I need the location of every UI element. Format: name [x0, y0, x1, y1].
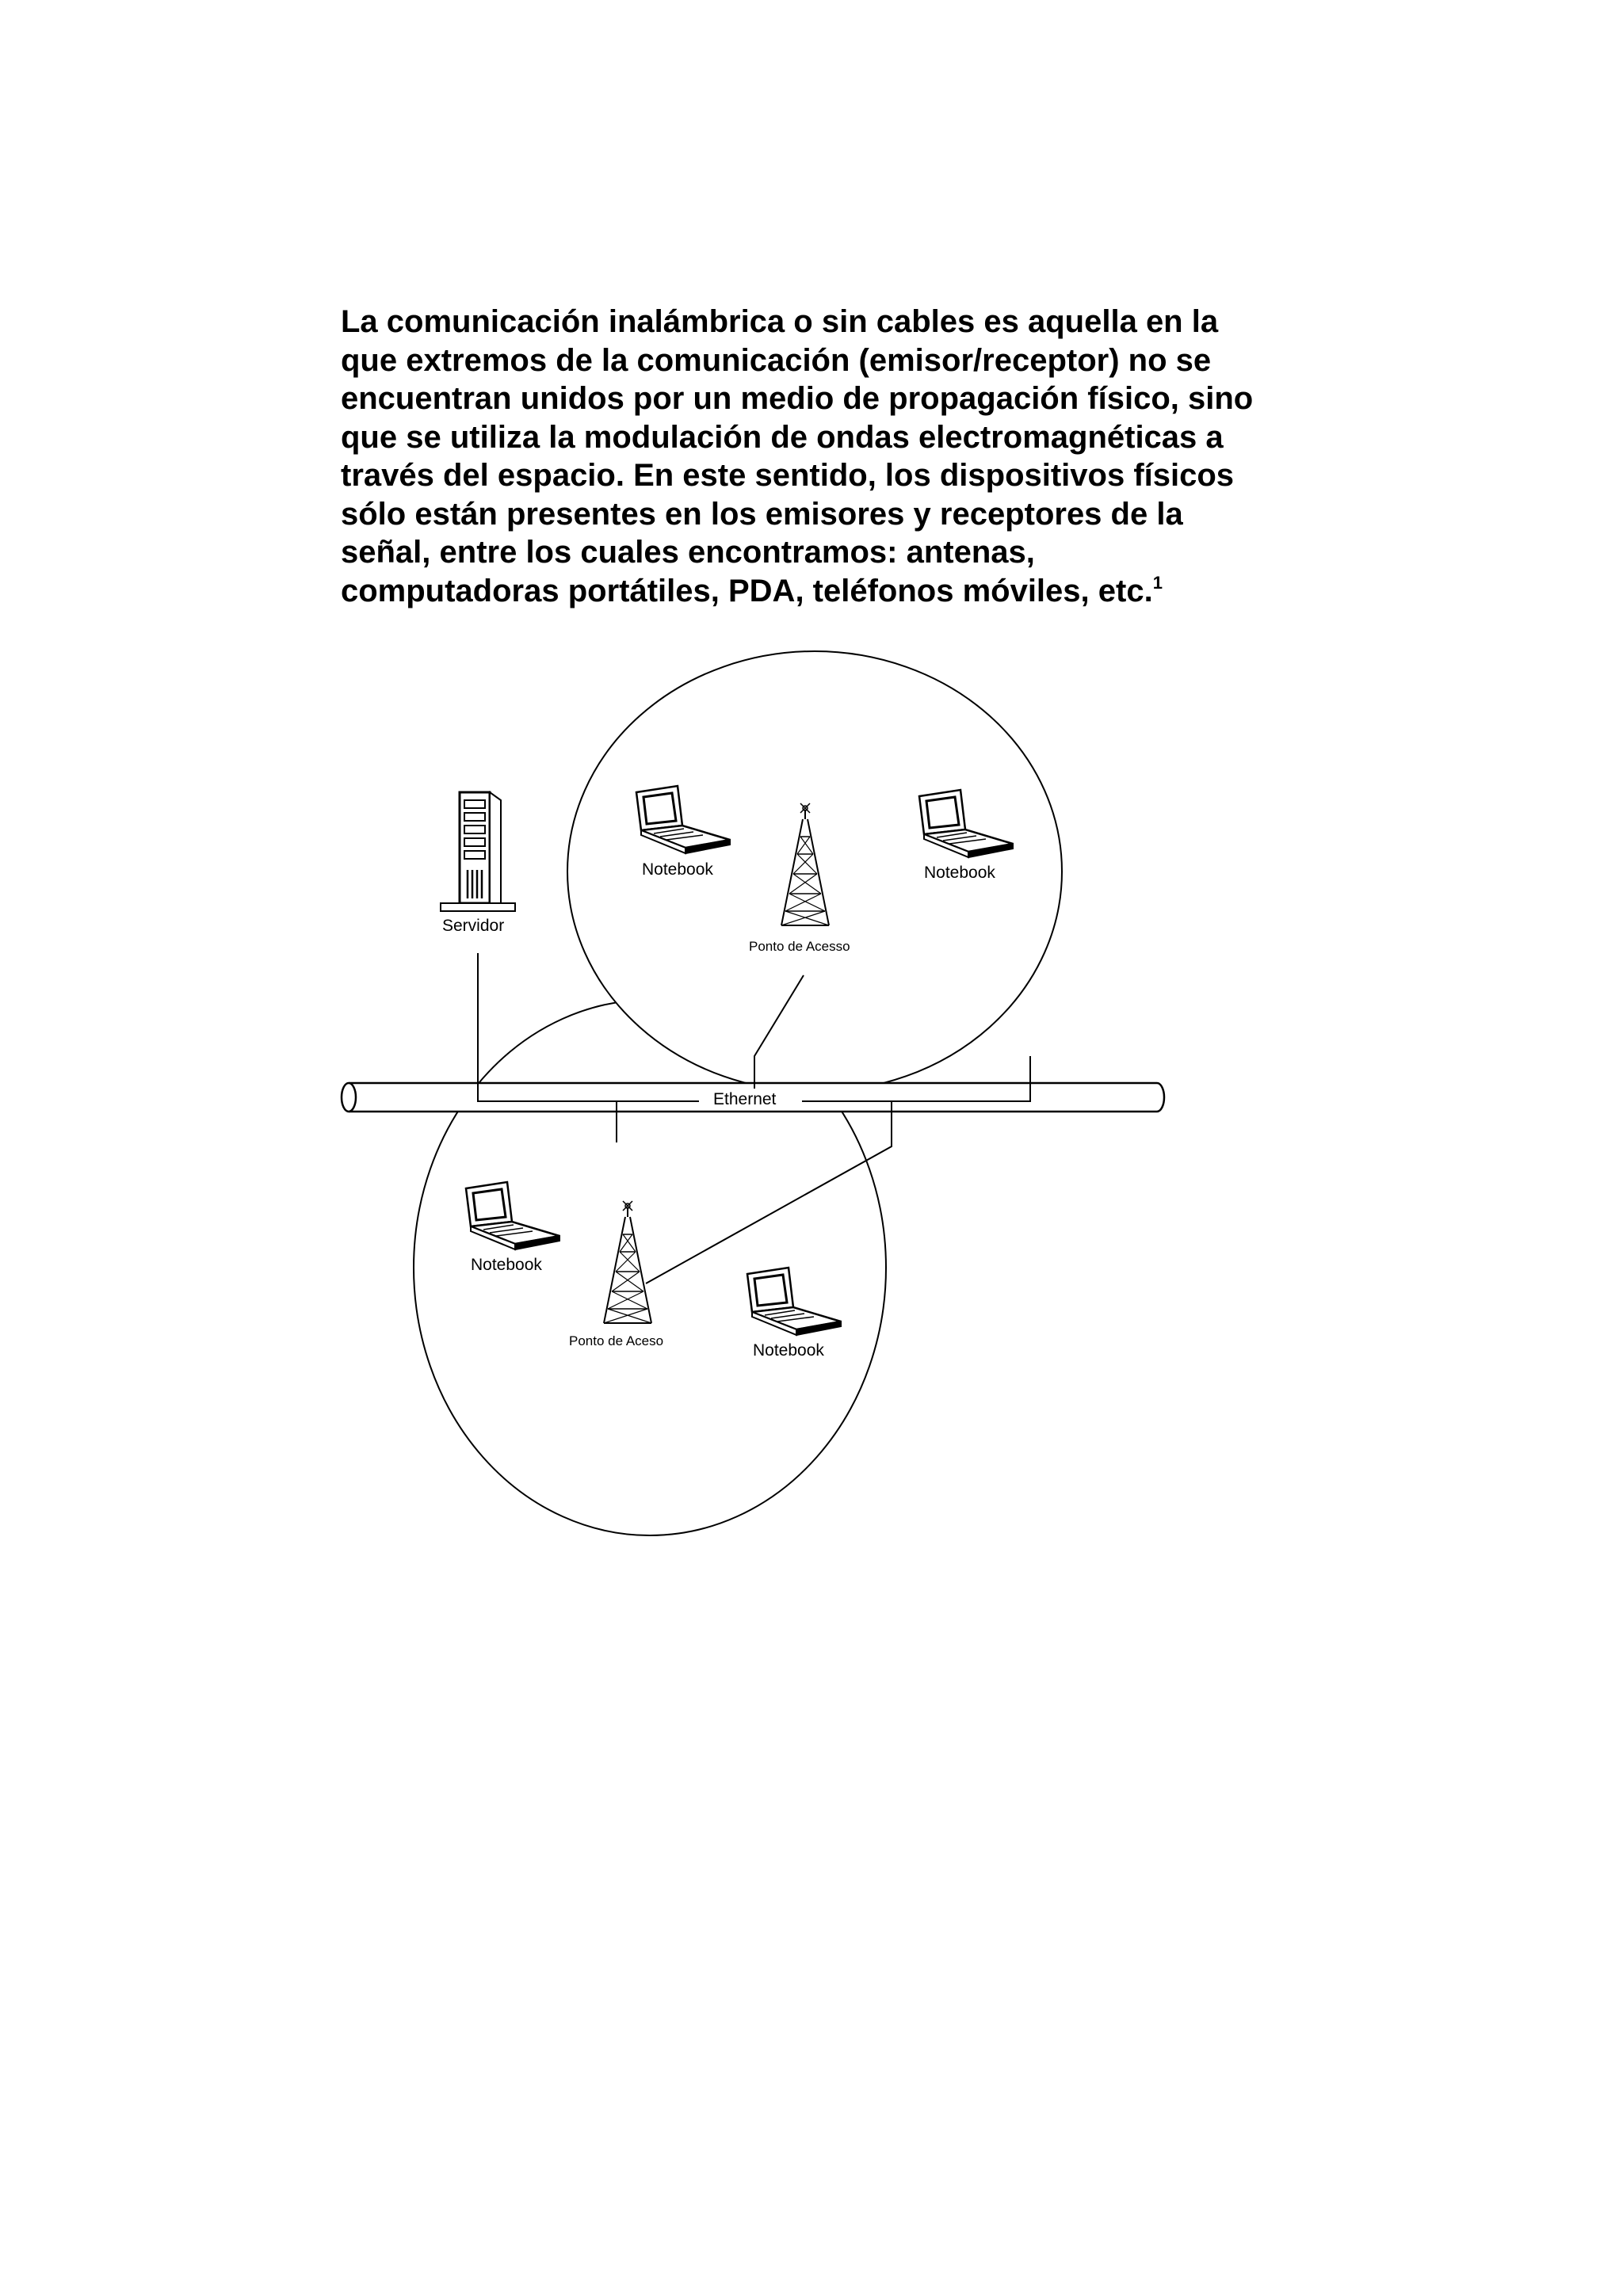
paragraph-line-text: computadoras portátiles, PDA, teléfonos móviles, etc.	[341, 573, 1153, 608]
paragraph-line: señal, entre los cuales encontramos: antenas,	[341, 535, 1035, 570]
ethernet-label: Ethernet	[713, 1090, 777, 1108]
notebook-icon	[466, 1182, 559, 1249]
top-notebook-right-label: Notebook	[924, 864, 995, 882]
top-notebook-left-label: Notebook	[642, 860, 713, 879]
server-label: Servidor	[442, 917, 505, 935]
paragraph-line: través del espacio. En este sentido, los dispositivos físicos	[341, 458, 1235, 493]
bottom-notebook-left-label: Notebook	[471, 1256, 542, 1274]
top-access-point-label: Ponto de Acesso	[749, 939, 850, 954]
access-point-tower-icon	[604, 1201, 651, 1323]
paragraph-line: encuentran unidos por un medio de propagación físico, sino	[341, 381, 1254, 416]
notebook-icon	[747, 1268, 841, 1335]
paragraph-line: sólo están presentes en los emisores y receptores de la	[341, 496, 1183, 532]
bottom-notebook-right-label: Notebook	[753, 1341, 824, 1360]
footnote-marker: 1	[1152, 572, 1163, 593]
server-icon	[441, 792, 515, 911]
bottom-access-point-label: Ponto de Aceso	[569, 1333, 664, 1348]
paragraph-line: La comunicación inalámbrica o sin cables es aquella en la	[341, 304, 1219, 339]
paragraph-line: que extremos de la comunicación (emisor/receptor) no se	[341, 342, 1212, 378]
paragraph-line: que se utiliza la modulación de ondas electromagnéticas a	[341, 419, 1224, 455]
